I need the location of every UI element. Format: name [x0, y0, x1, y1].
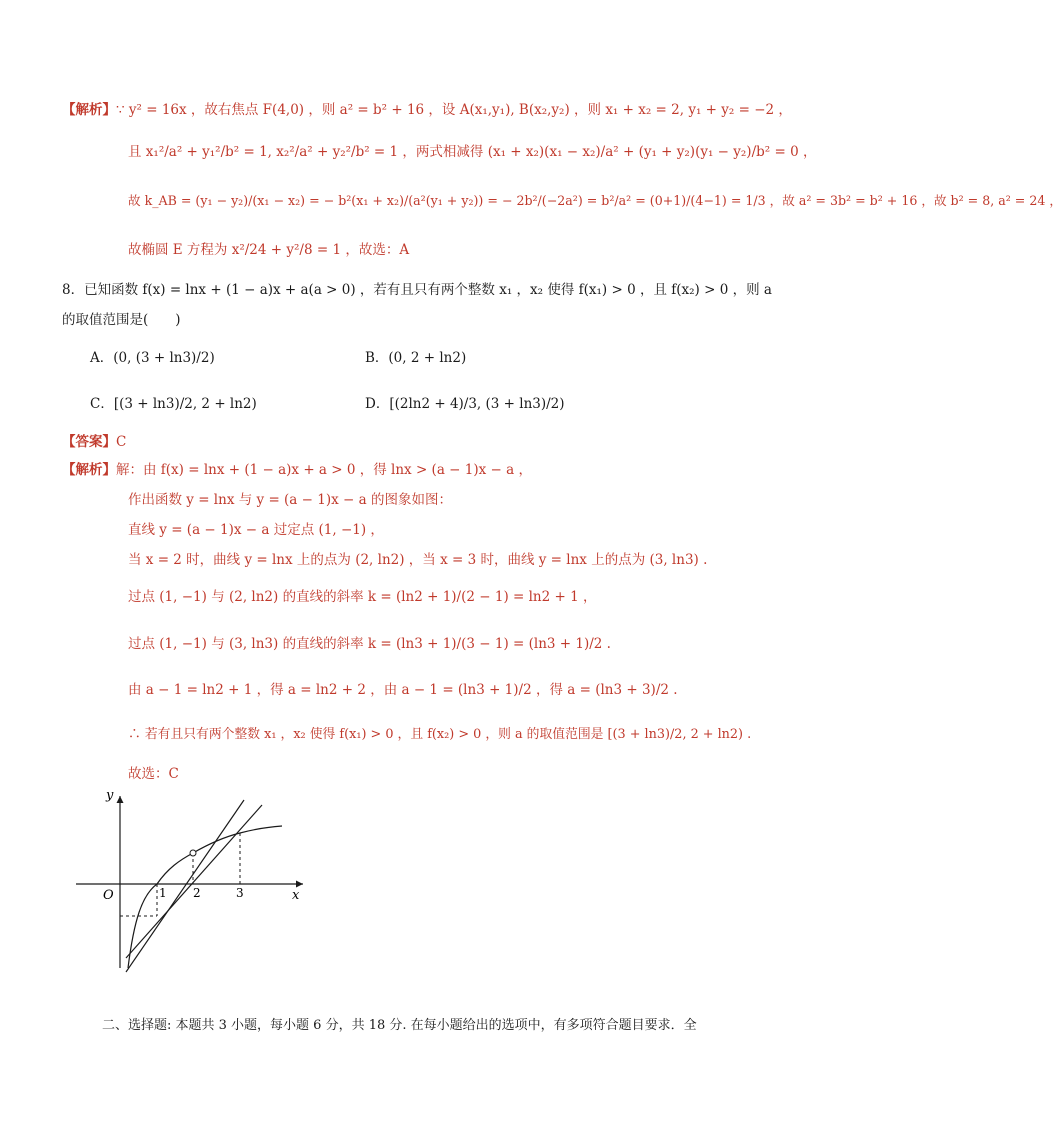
point-2-ln2 [190, 850, 196, 856]
option-c: C．[(3 + ln3)/2, 2 + ln2) [90, 396, 257, 412]
q8-analysis-line9: 故选：C [128, 766, 179, 782]
q8-analysis-line1 [62, 458, 532, 478]
q7-analysis-line1 [62, 98, 792, 118]
q8-stem-line2: 的取值范围是( ) [62, 312, 181, 328]
line-through-2-ln2 [126, 800, 244, 972]
q7-analysis-line2: 且 x₁²/a² + y₁²/b² = 1, x₂²/a² + y₂²/b² = 1 ，两式相减得 (x₁ + x₂)(x₁ − x₂)/a² + (y₁ + y₂)(y₁ − y₂)/b² = 0 ， [128, 144, 817, 160]
q8-analysis-line5: 过点 (1, −1) 与 (2, ln2) 的直线的斜率 k = (ln2 + 1)/(2 − 1) = ln2 + 1 ， [128, 589, 597, 605]
option-d: D．[(2ln2 + 4)/3, (3 + ln3)/2) [365, 396, 565, 412]
tick-2: 2 [193, 886, 201, 900]
option-b: B．(0, 2 + ln2) [365, 350, 467, 366]
answer-tag: 【答案】 [62, 434, 116, 450]
answer-value: C [116, 434, 127, 450]
q8-text-1: 解：由 f(x) = lnx + (1 − a)x + a > 0 ，得 lnx > (a − 1)x − a ， [116, 462, 532, 478]
q7-analysis-line3: 故 k_AB = (y₁ − y₂)/(x₁ − x₂) = − b²(x₁ + x₂)/(a²(y₁ + y₂)) = − 2b²/(−2a²) = b²/a² = (0+1)/(4−1) = 1/3 ，故 a² = 3b² = b² + 16 ，故 b² = 8, a² = 24 ， [128, 193, 1062, 208]
q8-analysis-line4: 当 x = 2 时，曲线 y = lnx 上的点为 (2, ln2) ，当 x = 3 时，曲线 y = lnx 上的点为 (3, ln3) . [128, 552, 708, 568]
analysis-tag: 【解析】 [62, 462, 116, 478]
function-graph [70, 785, 320, 980]
y-label: y [106, 788, 114, 803]
analysis-tag: 【解析】 [62, 102, 116, 118]
q7-text-1: ∵ y² = 16x ，故右焦点 F(4,0) ，则 a² = b² + 16 ，设 A(x₁,y₁), B(x₂,y₂) ，则 x₁ + x₂ = 2, y₁ + y₂ = −2 ， [116, 102, 792, 118]
x-label: x [292, 888, 300, 903]
line-through-3-ln3 [126, 805, 262, 958]
tick-1: 1 [159, 886, 167, 900]
q8-analysis-line3: 直线 y = (a − 1)x − a 过定点 (1, −1) ， [128, 522, 384, 538]
option-a: A．(0, (3 + ln3)/2) [90, 350, 215, 366]
tick-3: 3 [236, 886, 244, 900]
lnx-curve [128, 826, 282, 968]
answer-line [62, 430, 126, 450]
q8-analysis-line7: 由 a − 1 = ln2 + 1 ，得 a = ln2 + 2 ，由 a − 1 = (ln3 + 1)/2 ，得 a = (ln3 + 3)/2 . [128, 682, 678, 698]
q7-analysis-line4: 故椭圆 E 方程为 x²/24 + y²/8 = 1 ，故选：A [128, 242, 410, 258]
q8-analysis-line8: ∴ 若有且只有两个整数 x₁ ，x₂ 使得 f(x₁) > 0 ，且 f(x₂) > 0 ，则 a 的取值范围是 [(3 + ln3)/2, 2 + ln2) . [128, 727, 752, 742]
origin-label: O [103, 888, 114, 903]
section-2-heading: 二、选择题: 本题共 3 小题，每小题 6 分，共 18 分. 在每小题给出的选项中，有多项符合题目要求．全 [102, 1018, 697, 1033]
q8-analysis-line6: 过点 (1, −1) 与 (3, ln3) 的直线的斜率 k = (ln3 + 1)/(3 − 1) = (ln3 + 1)/2 . [128, 636, 611, 652]
q8-stem-line1: 8．已知函数 f(x) = lnx + (1 − a)x + a(a > 0) ，若有且只有两个整数 x₁ ，x₂ 使得 f(x₁) > 0 ，且 f(x₂) > 0 ，则 a [62, 282, 772, 298]
q8-analysis-line2: 作出函数 y = lnx 与 y = (a − 1)x − a 的图象如图： [128, 492, 452, 508]
